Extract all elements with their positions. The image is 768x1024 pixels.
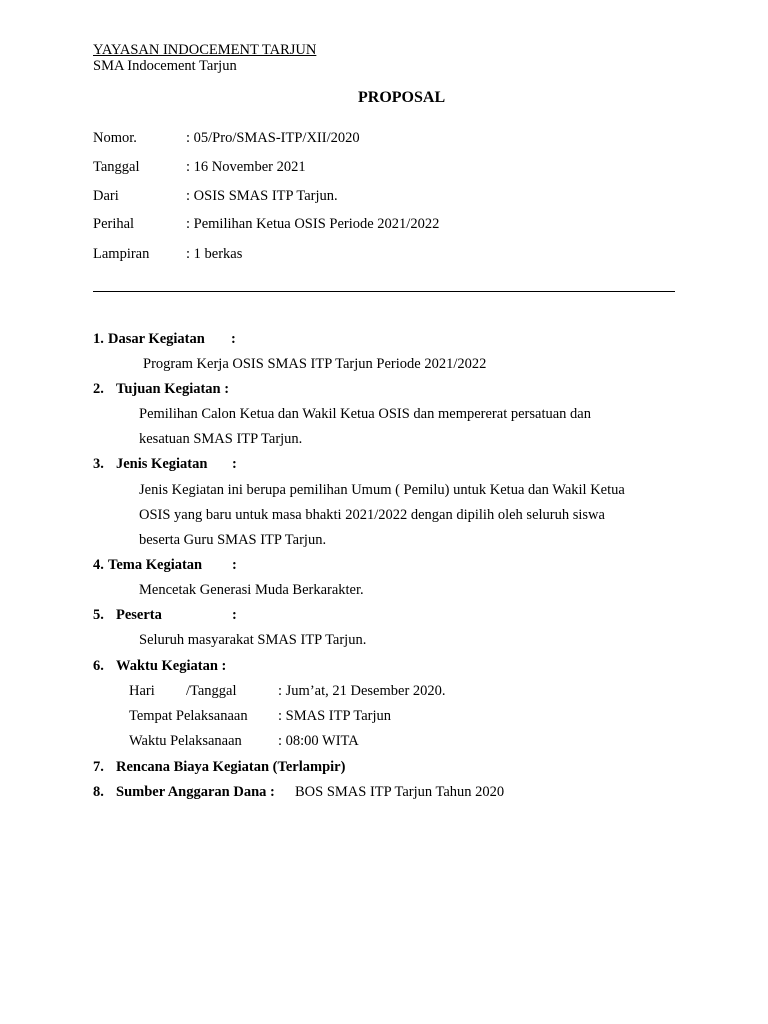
section-5-colon: : [232, 607, 237, 623]
section-3-title: Jenis Kegiatan [116, 456, 208, 472]
schedule-day-label: Hari [129, 683, 155, 699]
section-3-colon: : [232, 456, 237, 472]
section-3-number: 3. [93, 456, 104, 472]
meta-value-tanggal: : 16 November 2021 [186, 159, 306, 175]
meta-value-perihal: : Pemilihan Ketua OSIS Periode 2021/2022 [186, 216, 440, 232]
section-4-number: 4. [93, 557, 104, 573]
meta-value-nomor: : 05/Pro/SMAS-ITP/XII/2020 [186, 130, 360, 146]
section-4-text: Mencetak Generasi Muda Berkarakter. [139, 582, 364, 598]
section-1-title: Dasar Kegiatan [108, 331, 205, 347]
section-5-text: Seluruh masyarakat SMAS ITP Tarjun. [139, 632, 367, 648]
section-6-number: 6. [93, 658, 104, 674]
meta-label-perihal: Perihal [93, 216, 135, 232]
section-2-text-line-2: kesatuan SMAS ITP Tarjun. [139, 431, 303, 447]
meta-label-dari: Dari [93, 188, 119, 204]
section-1-colon: : [231, 331, 236, 347]
section-7-number: 7. [93, 759, 104, 775]
schedule-time-value: : 08:00 WITA [278, 733, 359, 749]
schedule-place-value: : SMAS ITP Tarjun [278, 708, 391, 724]
section-8-value: BOS SMAS ITP Tarjun Tahun 2020 [295, 784, 505, 800]
section-1-number: 1. [93, 331, 104, 347]
section-5-number: 5. [93, 607, 104, 623]
schedule-place-label: Tempat Pelaksanaan [129, 708, 248, 724]
meta-value-dari: : OSIS SMAS ITP Tarjun. [186, 188, 338, 204]
divider-line [93, 291, 675, 292]
document-title: PROPOSAL [358, 89, 446, 106]
section-6-title: Waktu Kegiatan : [116, 658, 227, 674]
schedule-date-label: /Tanggal [186, 683, 237, 699]
meta-label-nomor: Nomor. [93, 130, 137, 146]
section-2-title: Tujuan Kegiatan : [116, 381, 230, 397]
section-2-text-line-1: Pemilihan Calon Ketua dan Wakil Ketua OSIS dan mempererat persatuan dan [139, 406, 591, 422]
section-8-number: 8. [93, 784, 104, 800]
school-name: SMA Indocement Tarjun [93, 58, 237, 74]
section-8-title: Sumber Anggaran Dana : [116, 784, 275, 800]
section-3-text-line-1: Jenis Kegiatan ini berupa pemilihan Umum ( Pemilu) untuk Ketua dan Wakil Ketua [139, 482, 625, 498]
section-4-title: Tema Kegiatan [108, 557, 203, 573]
section-3-text-line-2: OSIS yang baru untuk masa bhakti 2021/2022 dengan dipilih oleh seluruh siswa [139, 507, 605, 523]
foundation-name: YAYASAN INDOCEMENT TARJUN [93, 42, 317, 58]
schedule-date-value: : Jum’at, 21 Desember 2020. [278, 683, 446, 699]
section-4-colon: : [232, 557, 237, 573]
meta-label-tanggal: Tanggal [93, 159, 140, 175]
meta-label-lampiran: Lampiran [93, 246, 150, 262]
section-3-text-line-3: beserta Guru SMAS ITP Tarjun. [139, 532, 327, 548]
section-7-title: Rencana Biaya Kegiatan (Terlampir) [116, 759, 346, 775]
meta-value-lampiran: : 1 berkas [186, 246, 243, 262]
section-2-number: 2. [93, 381, 104, 397]
schedule-time-label: Waktu Pelaksanaan [129, 733, 242, 749]
section-1-text: Program Kerja OSIS SMAS ITP Tarjun Periode 2021/2022 [143, 356, 487, 372]
section-5-title: Peserta [116, 607, 162, 623]
